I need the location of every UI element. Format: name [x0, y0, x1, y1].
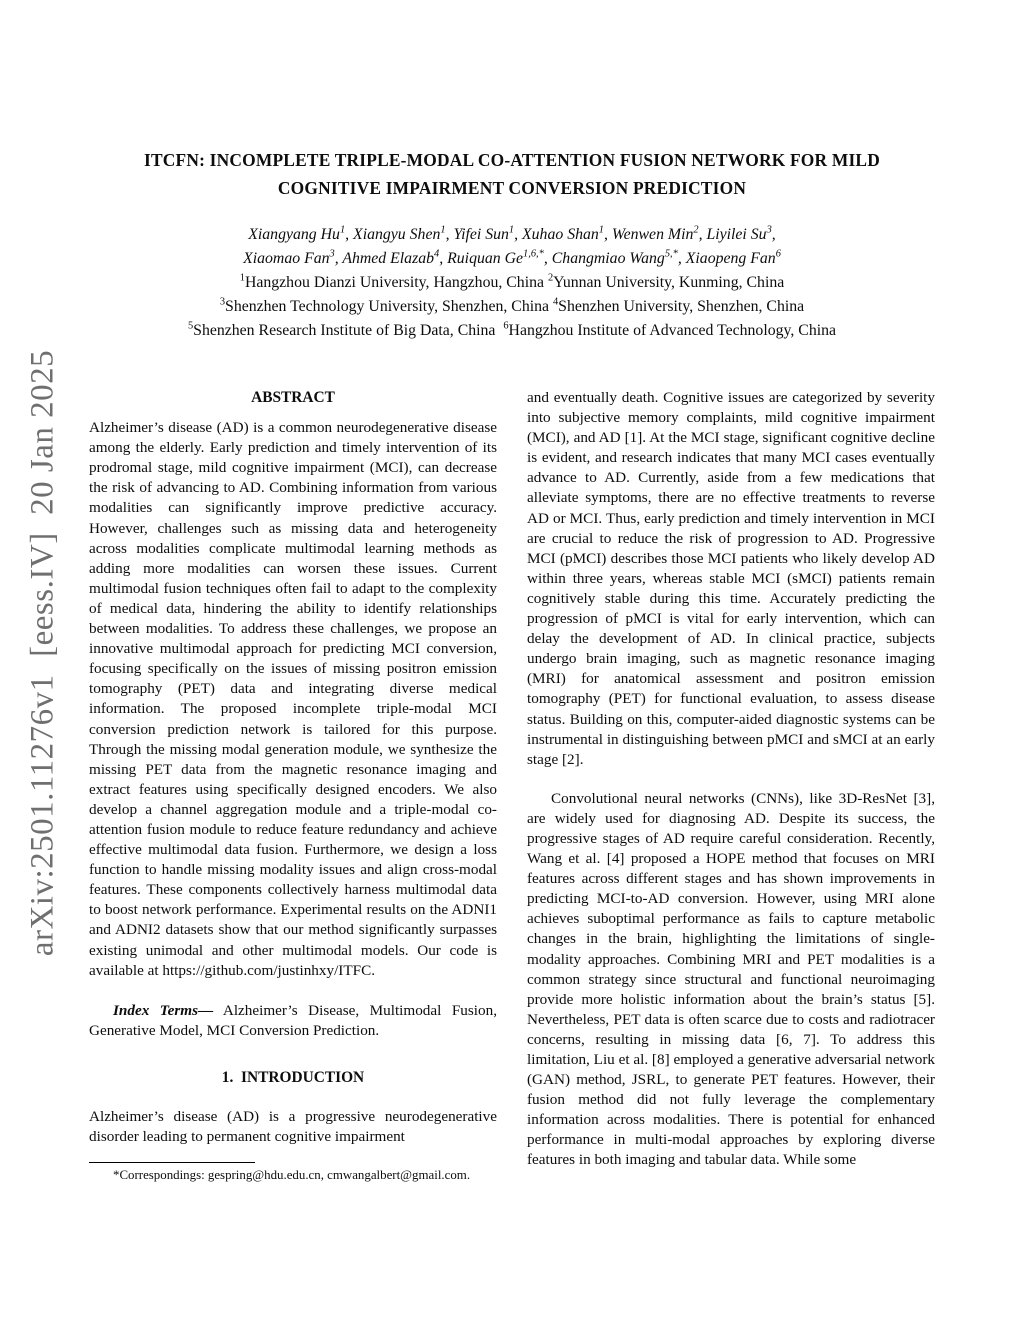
introduction-paragraph: Alzheimer’s disease (AD) is a progressive neurodegenerative disorder leading to permanent cognitive impairment	[89, 1108, 497, 1146]
abstract-text: Alzheimer’s disease (AD) is a common neurodegenerative disease among the elderly. Early prediction and timely intervention of its prodromal stage, mild cognitive impairment (MCI), can decrease the risk of advancing to AD. Combining information from various modalities can significantly improve predictive accuracy. However, challenges such as missing data and heterogeneity across modalities complicate multimodal learning methods as adding more modalities can worsen these issues. Current multimodal fusion techniques often fail to adapt to the complexity of medical data, hindering the ability to identify relationships between modalities. To address these challenges, we propose an innovative multimodal approach for predicting MCI conversion, focusing specifically on the issues of missing positron emission tomography (PET) data and integrating diverse medical information. The proposed incomplete triple-modal MCI conversion prediction network is tailored for this purpose. Through the missing modal generation module, we synthesize the missing PET data from the magnetic resonance imaging and extract features using specifically designed encoders. We also develop a channel aggregation module and a triple-modal co-attention fusion module to reduce feature redundancy and achieve effective multimodal data fusion. Furthermore, we design a loss function to handle missing modality issues and align cross-modal features. These components collectively harness multimodal data to boost network performance. Experimental results on the ADNI1 and ADNI2 datasets show that our method significantly surpasses existing unimodal and other multimodal models. Our code is available at https://github.com/justinhxy/ITFC.	[89, 419, 497, 979]
paper-title-line1: ITCFN: INCOMPLETE TRIPLE-MODAL CO-ATTENTION FUSION NETWORK FOR MILD	[144, 150, 880, 170]
section-heading-introduction: 1. INTRODUCTION	[221, 1068, 365, 1086]
footnote-text: *Correspondings: gespring@hdu.edu.cn, cmwangalbert@gmail.com.	[113, 1168, 471, 1183]
left-column	[89, 388, 497, 1183]
author-line-2: Xiaomao Fan$^3$, Ahmed Elazab$^4$, Ruiquan $Ge^{1,6,*}$, Changmiao Wang$^{5,*}$, Xiaopeng Fan$^6$	[243, 248, 781, 267]
affiliation-line-2: $^3$Shenzhen Technology University, Shenzhen, China $^4$Shenzhen University, Shenzhen, China	[219, 296, 805, 315]
paper-title-line2: COGNITIVE IMPAIRMENT CONVERSION PREDICTION	[277, 177, 747, 198]
right-paragraph-2: Convolutional neural networks (CNNs), like 3D-ResNet [3], are widely used for diagnosing AD. Despite its success, the progressive stages of AD require careful consideration. Recently, Wang et al. [4] proposed a HOPE method that focuses on MRI features across different stages and has shown improvements in predicting MCI-to-AD conversion. However, using MRI alone achieves suboptimal performance as fails to capture metabolic changes in the brain, highlighting the limitations of single-modality approaches. Combining MRI and PET modalities is a common strategy since structural and functional neuroimaging provide more holistic information about the brain’s status [5]. Nevertheless, PET data is often scarce due to costs and radiotracer concerns, resulting in missing data [6, 7]. To address this limitation, Liu et al. [8] employed a generative adversarial network (GAN) method, JSRL, to generate PET features. However, their fusion method did not fully leverage the complementary information across modalities. There is potential for enhanced performance in multi-modal approaches by exploring diverse features in both imaging and tabular data. While some	[527, 789, 935, 1169]
index-terms-label: Index Terms—	[113, 1001, 214, 1019]
authors-block	[0, 223, 1024, 343]
right-paragraph-1: and eventually death. Cognitive issues are categorized by severity into subjective memory complaints, mild cognitive impairment (MCI), and AD [1]. At the MCI stage, significant cognitive decline is evident, and research indicates that many MCI cases eventually advance to AD. Currently, aside from a few medications that alleviate symptoms, there are no effective treatments to reverse AD or MCI. Thus, early prediction and timely intervention in MCI are crucial to reduce the risk of progression to AD. Progressive MCI (pMCI) describes those MCI patients who likely develop AD within three years, whereas stable MCI (sMCI) patients remain cognitively stable during this time. Accurately predicting the progression of pMCI is vital for early intervention, which can delay the development of AD. In clinical practice, subjects undergo brain imaging, such as magnetic resonance imaging (MRI) for anatomical assessment and positron emission tomography (PET) for functional evaluation, to assess disease status. Building on this, computer-aided diagnostic systems can be instrumental in distinguishing between pMCI and sMCI at an early stage [2].	[527, 389, 935, 768]
affiliation-line-1: $^1$Hangzhou Dianzi University, Hangzhou, China $^2$Yunnan University, Kunming, China	[239, 272, 785, 291]
author-line-1: Xiangyang Hu$^1$, Xiangyu Shen$^1$, Yifei Sun$^1$, Xuhao Shan$^1$, Wenwen Min$^2$, Liyilei Su$^3$,	[248, 224, 776, 243]
footnote	[89, 1162, 497, 1183]
arxiv-watermark: arXiv:2501.11276v1 [eess.IV] 20 Jan 2025	[24, 349, 61, 957]
paper-title	[0, 147, 1024, 202]
abstract-heading: ABSTRACT	[251, 389, 335, 406]
index-terms	[89, 1001, 497, 1041]
index-terms-text: Alzheimer’s Disease, Multimodal Fusion, Generative Model, MCI Conversion Prediction.	[89, 1001, 497, 1039]
paper-header	[0, 0, 1024, 343]
two-column-body	[0, 388, 1024, 1183]
affiliation-line-3: $^5$Shenzhen Research Institute of Big Data, China $^6$Hangzhou Institute of Advanced Technology, China	[187, 320, 837, 339]
footnote-rule	[89, 1162, 255, 1163]
right-column	[527, 388, 935, 1183]
